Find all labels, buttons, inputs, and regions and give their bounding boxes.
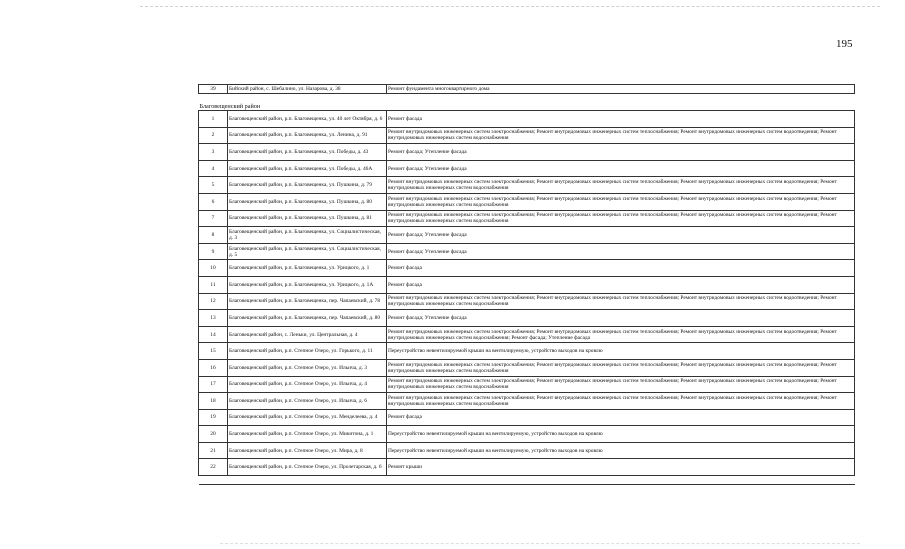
table-row — [199, 376, 855, 393]
table-row — [199, 111, 855, 128]
row-works: Переустройство невентилируемой крыши на вентилируемую, устройство выходов на кровлю — [387, 442, 855, 459]
row-works: Ремонт крыши — [387, 459, 855, 476]
row-works: Ремонт внутридомовых инженерных систем электроснабжения; Ремонт внутридомовых инженерных систем теплоснабжения; Ремонт внутридомовых инженерных систем водоотведения; Ремонт внутридомовых инженерных систем водоснабжения — [387, 127, 855, 144]
row-address: Благовещенский район, р.п. Благовещенка, ул. Пушкина, д. 79 — [228, 177, 387, 194]
row-number: 20 — [199, 426, 228, 443]
row-number: 22 — [199, 459, 228, 476]
row-number: 5 — [199, 177, 228, 194]
row-works: Ремонт фасада — [387, 276, 855, 293]
table-row — [199, 85, 855, 94]
row-number: 8 — [199, 227, 228, 244]
row-address: Благовещенский район, р.п. Степное Озеро, ул. Микитона, д. 1 — [228, 426, 387, 443]
table-row — [199, 260, 855, 277]
works-table — [198, 84, 855, 485]
row-number: 17 — [199, 376, 228, 393]
table-row — [199, 144, 855, 161]
section-title: Благовещенский район — [199, 94, 855, 111]
row-works: Ремонт фасада; Утепление фасада — [387, 227, 855, 244]
table-row — [199, 442, 855, 459]
row-number: 4 — [199, 160, 228, 177]
row-number: 16 — [199, 359, 228, 376]
row-address: Благовещенский район, р.п. Благовещенка, ул. 40 лет Октября, д. 6 — [228, 111, 387, 128]
row-number: 15 — [199, 343, 228, 360]
row-works: Переустройство невентилируемой крыши на вентилируемую, устройство выходов на кровлю — [387, 343, 855, 360]
row-works: Ремонт фасада; Утепление фасада — [387, 160, 855, 177]
row-address: Благовещенский район, р.п. Степное Озеро, ул. Мира, д. 8 — [228, 442, 387, 459]
row-number: 13 — [199, 310, 228, 327]
row-number: 21 — [199, 442, 228, 459]
table-row-empty — [199, 476, 855, 485]
row-address: Благовещенский район, р.п. Благовещенка, ул. Ленина, д. 91 — [228, 127, 387, 144]
row-number: 9 — [199, 243, 228, 260]
table-row — [199, 326, 855, 343]
row-works: Ремонт фасада; Утепление фасада — [387, 310, 855, 327]
page-number: 195 — [836, 38, 853, 50]
table-row — [199, 459, 855, 476]
table-row — [199, 310, 855, 327]
row-works: Ремонт фасада; Утепление фасада — [387, 144, 855, 161]
table-row — [199, 293, 855, 310]
row-works: Ремонт внутридомовых инженерных систем электроснабжения; Ремонт внутридомовых инженерных систем теплоснабжения; Ремонт внутридомовых инженерных систем водоотведения; Ремонт внутридомовых инженерных систем водоснабжения — [387, 393, 855, 410]
row-number: 3 — [199, 144, 228, 161]
row-address: Благовещенский район, р.п. Степное Озеро, ул. Ильича, д. 6 — [228, 393, 387, 410]
row-number: 1 — [199, 111, 228, 128]
table-row — [199, 409, 855, 426]
row-works: Ремонт внутридомовых инженерных систем электроснабжения; Ремонт внутридомовых инженерных систем теплоснабжения; Ремонт внутридомовых инженерных систем водоотведения; Ремонт внутридомовых инженерных систем водоснабжения — [387, 177, 855, 194]
row-number: 6 — [199, 193, 228, 210]
scan-edge-top — [140, 6, 880, 7]
row-address: Благовещенский район, р.п. Степное Озеро, ул. Горького, д. 11 — [228, 343, 387, 360]
row-address: Благовещенский район, р.п. Благовещенка, ул. Победы, д. 43 — [228, 144, 387, 161]
row-number: 12 — [199, 293, 228, 310]
row-number: 2 — [199, 127, 228, 144]
row-address: Благовещенский район, р.п. Благовещенка, пер. Чапаевский, д. 80 — [228, 310, 387, 327]
row-address: Благовещенский район, р.п. Благовещенка, ул. Пушкина, д. 81 — [228, 210, 387, 227]
row-address: Благовещенский район, р.п. Благовещенка, ул. Урицкого, д. 1 — [228, 260, 387, 277]
row-works: Ремонт внутридомовых инженерных систем электроснабжения; Ремонт внутридомовых инженерных систем теплоснабжения; Ремонт внутридомовых инженерных систем водоотведения; Ремонт внутридомовых инженерных систем водоснабжения; Ремонт фасада; Утепление фасада — [387, 326, 855, 343]
table-row — [199, 276, 855, 293]
table-row — [199, 193, 855, 210]
row-address: Благовещенский район, р.п. Степное Озеро, ул. Пролетарская, д. 6 — [228, 459, 387, 476]
row-address: Благовещенский район, р.п. Степное Озеро, ул. Менделеева, д. 4 — [228, 409, 387, 426]
row-works: Переустройство невентилируемой крыши на вентилируемую, устройство выходов на кровлю — [387, 426, 855, 443]
empty-cell — [199, 476, 855, 485]
row-number: 10 — [199, 260, 228, 277]
table-row — [199, 160, 855, 177]
row-number: 39 — [199, 85, 228, 94]
row-works: Ремонт внутридомовых инженерных систем электроснабжения; Ремонт внутридомовых инженерных систем теплоснабжения; Ремонт внутридомовых инженерных систем водоотведения; Ремонт внутридомовых инженерных систем водоснабжения — [387, 376, 855, 393]
row-number: 11 — [199, 276, 228, 293]
table-row — [199, 243, 855, 260]
row-number: 18 — [199, 393, 228, 410]
table-row — [199, 343, 855, 360]
table-row — [199, 127, 855, 144]
row-works: Ремонт фундамента многоквартирного дома — [387, 85, 855, 94]
row-number: 7 — [199, 210, 228, 227]
table-row — [199, 393, 855, 410]
row-works: Ремонт фасада — [387, 111, 855, 128]
row-address: Благовещенский район, р.п. Благовещенка, ул. Социалистическая, д. 5 — [228, 243, 387, 260]
row-address: Благовещенский район, р.п. Благовещенка, пер. Чапаевский, д. 78 — [228, 293, 387, 310]
row-works: Ремонт фасада — [387, 409, 855, 426]
table-row — [199, 177, 855, 194]
row-address: Благовещенский район, р.п. Степное Озеро, ул. Ильича, д. 4 — [228, 376, 387, 393]
row-address: Благовещенский район, р.п. Благовещенка, ул. Социалистическая, д. 3 — [228, 227, 387, 244]
table-row — [199, 359, 855, 376]
row-address: Благовещенский район, р.п. Благовещенка, ул. Урицкого, д. 1А — [228, 276, 387, 293]
section-header-row — [199, 94, 855, 111]
scan-edge-bottom — [220, 543, 860, 544]
row-works: Ремонт внутридомовых инженерных систем электроснабжения; Ремонт внутридомовых инженерных систем теплоснабжения; Ремонт внутридомовых инженерных систем водоотведения; Ремонт внутридомовых инженерных систем водоснабжения — [387, 210, 855, 227]
table-row — [199, 426, 855, 443]
row-address: Благовещенский район, с. Леньки, ул. Центральная, д. 4 — [228, 326, 387, 343]
row-address: Благовещенский район, р.п. Благовещенка, ул. Пушкина, д. 80 — [228, 193, 387, 210]
row-address: Благовещенский район, р.п. Степное Озеро, ул. Ильича, д. 3 — [228, 359, 387, 376]
row-works: Ремонт внутридомовых инженерных систем электроснабжения; Ремонт внутридомовых инженерных систем теплоснабжения; Ремонт внутридомовых инженерных систем водоотведения; Ремонт внутридомовых инженерных систем водоснабжения — [387, 193, 855, 210]
row-address: Благовещенский район, р.п. Благовещенка, ул. Победы, д. 46А — [228, 160, 387, 177]
row-works: Ремонт фасада; Утепление фасада — [387, 243, 855, 260]
row-works: Ремонт внутридомовых инженерных систем электроснабжения; Ремонт внутридомовых инженерных систем теплоснабжения; Ремонт внутридомовых инженерных систем водоотведения; Ремонт внутридомовых инженерных систем водоснабжения — [387, 293, 855, 310]
table-row — [199, 210, 855, 227]
row-works: Ремонт фасада — [387, 260, 855, 277]
row-works: Ремонт внутридомовых инженерных систем электроснабжения; Ремонт внутридомовых инженерных систем теплоснабжения; Ремонт внутридомовых инженерных систем водоотведения; Ремонт внутридомовых инженерных систем водоснабжения — [387, 359, 855, 376]
row-number: 19 — [199, 409, 228, 426]
works-table-body — [199, 85, 855, 485]
table-row — [199, 227, 855, 244]
row-address: Бийский район, с. Шебалино, ул. Назарова, д. 38 — [228, 85, 387, 94]
row-number: 14 — [199, 326, 228, 343]
